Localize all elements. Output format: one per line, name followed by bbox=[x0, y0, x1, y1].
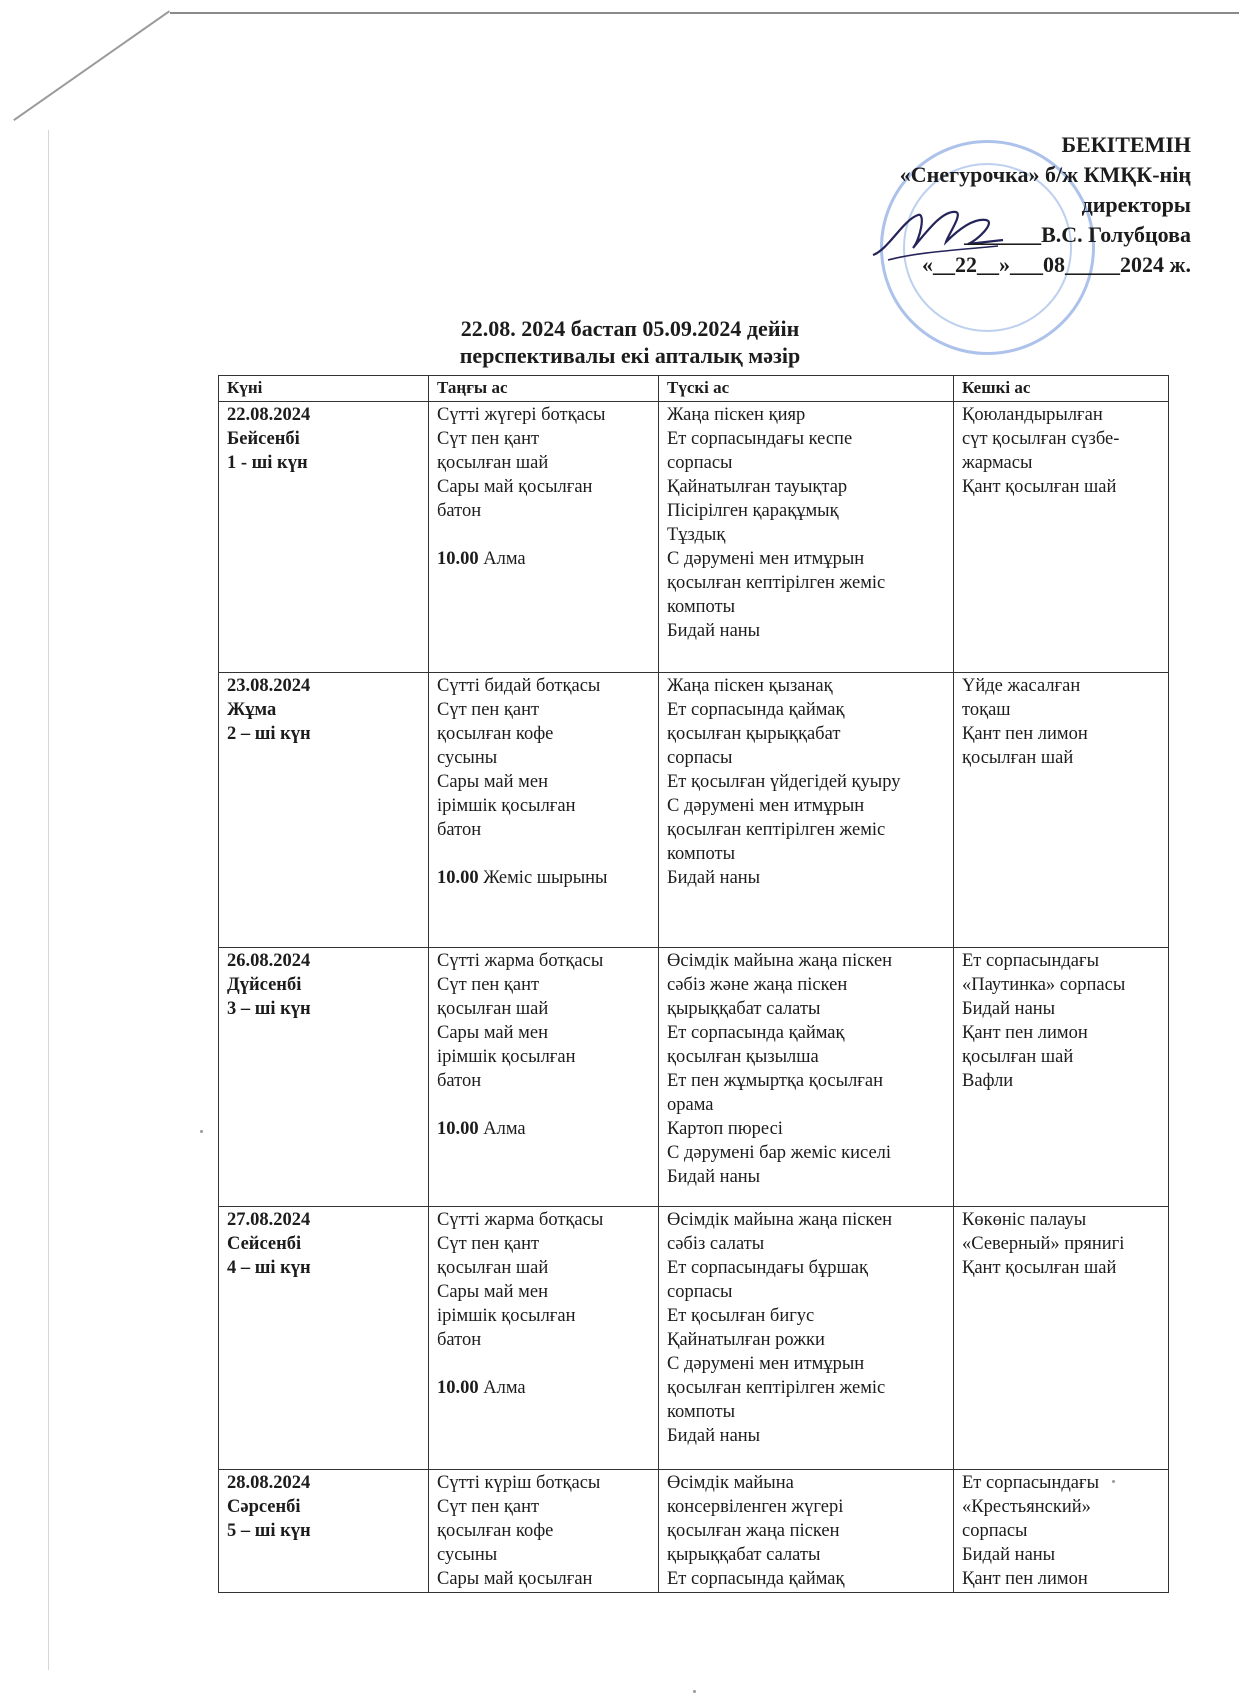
breakfast-item: Сүт пен қант bbox=[437, 1234, 540, 1254]
lunch-item: Пісірілген қарақұмық bbox=[667, 501, 839, 521]
breakfast-item: батон bbox=[437, 1071, 482, 1091]
lunch-item: қырыққабат салаты bbox=[667, 999, 821, 1019]
dinner-item: Қант пен лимон bbox=[962, 724, 1088, 744]
menu-row bbox=[219, 1470, 1169, 1593]
day-cell bbox=[219, 948, 429, 1207]
lunch-item: қосылған кептірілген жеміс bbox=[667, 573, 886, 593]
scan-edge bbox=[170, 12, 1239, 14]
lunch-item: Жаңа піскен қияр bbox=[667, 405, 806, 425]
breakfast-cell bbox=[429, 402, 659, 673]
breakfast-item: Сүтті күріш ботқасы bbox=[437, 1473, 601, 1493]
breakfast-item: ірімшік қосылған bbox=[437, 1047, 576, 1067]
lunch-item: Ет сорпасындағы кеспе bbox=[667, 429, 853, 449]
lunch-cell bbox=[659, 948, 954, 1207]
breakfast-item: Сары май мен bbox=[437, 772, 548, 792]
title-line-1: 22.08. 2024 бастап 05.09.2024 дейін bbox=[460, 316, 800, 341]
day-num: 4 – ші күн bbox=[227, 1258, 311, 1278]
document-title bbox=[300, 315, 960, 369]
lunch-item: сорпасы bbox=[667, 453, 733, 473]
day-num: 1 - ші күн bbox=[227, 453, 308, 473]
day-cell bbox=[219, 402, 429, 673]
breakfast-item: Сүтті жүгері ботқасы bbox=[437, 405, 606, 425]
snack-item: Жеміс шырыны bbox=[483, 868, 608, 888]
menu-header-row bbox=[219, 376, 1169, 402]
lunch-item: Қайнатылған рожки bbox=[667, 1330, 825, 1350]
breakfast-item: Сүтті жарма ботқасы bbox=[437, 951, 604, 971]
dinner-item: Бидай наны bbox=[962, 999, 1056, 1019]
lunch-item: компоты bbox=[667, 1402, 736, 1422]
breakfast-item: Сүт пен қант bbox=[437, 1497, 540, 1517]
lunch-item: Өсімдік майына bbox=[667, 1473, 794, 1493]
scan-left-edge bbox=[48, 130, 49, 1670]
dinner-item: «Крестьянский» bbox=[962, 1497, 1091, 1517]
menu-row bbox=[219, 948, 1169, 1207]
day-name: Жұма bbox=[227, 700, 277, 720]
scan-corner-fold bbox=[13, 10, 170, 121]
dinner-item: Үйде жасалған bbox=[962, 676, 1081, 696]
dinner-item: қосылған шай bbox=[962, 1047, 1074, 1067]
breakfast-item: ірімшік қосылған bbox=[437, 1306, 576, 1326]
breakfast-cell bbox=[429, 1207, 659, 1470]
dinner-cell bbox=[954, 673, 1169, 948]
menu-row bbox=[219, 402, 1169, 673]
lunch-item: компоты bbox=[667, 597, 736, 617]
lunch-item: компоты bbox=[667, 844, 736, 864]
day-date: 26.08.2024 bbox=[227, 951, 311, 971]
snack-item: Алма bbox=[483, 549, 526, 569]
lunch-item: Жаңа піскен қызанақ bbox=[667, 676, 833, 696]
lunch-cell bbox=[659, 673, 954, 948]
header-day: Күні bbox=[219, 376, 429, 402]
breakfast-cell bbox=[429, 1470, 659, 1593]
menu-table bbox=[218, 375, 1169, 1593]
title-line-2: перспективалы екі апталық мәзір bbox=[459, 343, 801, 368]
day-num: 2 – ші күн bbox=[227, 724, 311, 744]
day-date: 23.08.2024 bbox=[227, 676, 311, 696]
lunch-item: Ет пен жұмыртқа қосылған bbox=[667, 1071, 884, 1091]
lunch-cell bbox=[659, 402, 954, 673]
day-name: Дүйсенбі bbox=[227, 975, 302, 995]
scan-speck bbox=[1112, 1480, 1115, 1483]
breakfast-item: Сары май мен bbox=[437, 1023, 548, 1043]
lunch-item: консервіленген жүгері bbox=[667, 1497, 844, 1517]
snack-line bbox=[437, 1376, 654, 1400]
snack-item: Алма bbox=[483, 1378, 526, 1398]
lunch-item: С дәрумені мен итмұрын bbox=[667, 796, 865, 816]
lunch-item: қосылған қырыққабат bbox=[667, 724, 841, 744]
dinner-item: жармасы bbox=[962, 453, 1033, 473]
dinner-item: сорпасы bbox=[962, 1521, 1028, 1541]
lunch-cell bbox=[659, 1207, 954, 1470]
header-dinner: Кешкі ас bbox=[954, 376, 1169, 402]
day-name: Сейсенбі bbox=[227, 1234, 302, 1254]
breakfast-item: Сүт пен қант bbox=[437, 975, 540, 995]
dinner-cell bbox=[954, 1207, 1169, 1470]
breakfast-item: қосылған шай bbox=[437, 999, 549, 1019]
day-cell bbox=[219, 1207, 429, 1470]
lunch-item: сорпасы bbox=[667, 1282, 733, 1302]
dinner-item: Қант пен лимон bbox=[962, 1569, 1088, 1589]
dinner-item: Қант қосылған шай bbox=[962, 477, 1117, 497]
lunch-item: Ет сорпасында қаймақ bbox=[667, 1023, 845, 1043]
snack-time: 10.00 bbox=[437, 868, 479, 888]
approval-block bbox=[771, 130, 1191, 280]
lunch-item: Бидай наны bbox=[667, 868, 761, 888]
menu-row bbox=[219, 673, 1169, 948]
scan-speck bbox=[693, 1690, 696, 1693]
lunch-item: қосылған кептірілген жеміс bbox=[667, 1378, 886, 1398]
day-name: Сәрсенбі bbox=[227, 1497, 301, 1517]
dinner-item: тоқаш bbox=[962, 700, 1011, 720]
dinner-item: «Северный» прянигі bbox=[962, 1234, 1125, 1254]
lunch-item: қосылған кептірілген жеміс bbox=[667, 820, 886, 840]
lunch-item: Ет сорпасындағы бұршақ bbox=[667, 1258, 868, 1278]
dinner-item: Қоюландырылған bbox=[962, 405, 1103, 425]
day-cell bbox=[219, 673, 429, 948]
breakfast-item: қосылған кофе bbox=[437, 724, 554, 744]
day-cell bbox=[219, 1470, 429, 1593]
dinner-item: қосылған шай bbox=[962, 748, 1074, 768]
day-date: 28.08.2024 bbox=[227, 1473, 311, 1493]
day-date: 27.08.2024 bbox=[227, 1210, 311, 1230]
lunch-item: сәбіз және жаңа піскен bbox=[667, 975, 848, 995]
lunch-item: Картоп пюресі bbox=[667, 1119, 783, 1139]
breakfast-item: сусыны bbox=[437, 1545, 498, 1565]
lunch-item: орама bbox=[667, 1095, 714, 1115]
lunch-item: Ет қосылған бигус bbox=[667, 1306, 815, 1326]
snack-time: 10.00 bbox=[437, 1119, 479, 1139]
breakfast-item: ірімшік қосылған bbox=[437, 796, 576, 816]
snack-item: Алма bbox=[483, 1119, 526, 1139]
lunch-item: қырыққабат салаты bbox=[667, 1545, 821, 1565]
breakfast-item: қосылған кофе bbox=[437, 1521, 554, 1541]
approval-organization: «Снегурочка» б/ж КМҚК-нің bbox=[899, 162, 1191, 187]
breakfast-item: батон bbox=[437, 820, 482, 840]
breakfast-item: сусыны bbox=[437, 748, 498, 768]
lunch-item: сәбіз салаты bbox=[667, 1234, 765, 1254]
dinner-cell bbox=[954, 948, 1169, 1207]
dinner-item: «Паутинка» сорпасы bbox=[962, 975, 1126, 995]
lunch-item: С дәрумені мен итмұрын bbox=[667, 549, 865, 569]
breakfast-cell bbox=[429, 673, 659, 948]
lunch-item: Қайнатылған тауықтар bbox=[667, 477, 848, 497]
lunch-item: Бидай наны bbox=[667, 621, 761, 641]
breakfast-item: Сары май мен bbox=[437, 1282, 548, 1302]
day-name: Бейсенбі bbox=[227, 429, 300, 449]
dinner-item: Қант пен лимон bbox=[962, 1023, 1088, 1043]
lunch-item: С дәрумені бар жеміс киселі bbox=[667, 1143, 892, 1163]
dinner-item: Ет сорпасындағы bbox=[962, 951, 1100, 971]
breakfast-item: Сүт пен қант bbox=[437, 429, 540, 449]
snack-line bbox=[437, 547, 654, 571]
lunch-item: Ет сорпасында қаймақ bbox=[667, 700, 845, 720]
lunch-item: қосылған жаңа піскен bbox=[667, 1521, 840, 1541]
breakfast-item: Сүт пен қант bbox=[437, 700, 540, 720]
lunch-item: Өсімдік майына жаңа піскен bbox=[667, 951, 893, 971]
breakfast-item: қосылған шай bbox=[437, 453, 549, 473]
breakfast-cell bbox=[429, 948, 659, 1207]
day-num: 3 – ші күн bbox=[227, 999, 311, 1019]
header-lunch: Түскі ас bbox=[659, 376, 954, 402]
menu-row bbox=[219, 1207, 1169, 1470]
snack-line bbox=[437, 1117, 654, 1141]
lunch-item: Ет сорпасында қаймақ bbox=[667, 1569, 845, 1589]
day-num: 5 – ші күн bbox=[227, 1521, 311, 1541]
lunch-item: Бидай наны bbox=[667, 1426, 761, 1446]
lunch-item: С дәрумені мен итмұрын bbox=[667, 1354, 865, 1374]
dinner-cell bbox=[954, 1470, 1169, 1593]
dinner-item: Бидай наны bbox=[962, 1545, 1056, 1565]
breakfast-item: батон bbox=[437, 501, 482, 521]
lunch-item: Бидай наны bbox=[667, 1167, 761, 1187]
snack-time: 10.00 bbox=[437, 549, 479, 569]
snack-time: 10.00 bbox=[437, 1378, 479, 1398]
breakfast-item: Сары май қосылған bbox=[437, 477, 593, 497]
lunch-item: Ет қосылған үйдегідей қуыру bbox=[667, 772, 901, 792]
lunch-item: қосылған қызылша bbox=[667, 1047, 819, 1067]
lunch-item: Өсімдік майына жаңа піскен bbox=[667, 1210, 893, 1230]
snack-line bbox=[437, 866, 654, 890]
dinner-item: Ет сорпасындағы bbox=[962, 1473, 1100, 1493]
dinner-item: Қант қосылған шай bbox=[962, 1258, 1117, 1278]
scan-speck bbox=[200, 1130, 203, 1133]
breakfast-item: Сүтті бидай ботқасы bbox=[437, 676, 601, 696]
approval-director-name: _______В.С. Голубцова bbox=[964, 222, 1191, 247]
approval-date: «__22__»___08_____2024 ж. bbox=[922, 252, 1191, 277]
approval-position: директоры bbox=[1081, 192, 1191, 217]
dinner-cell bbox=[954, 402, 1169, 673]
breakfast-item: Сары май қосылған bbox=[437, 1569, 593, 1589]
dinner-item: Вафли bbox=[962, 1071, 1014, 1091]
breakfast-item: қосылған шай bbox=[437, 1258, 549, 1278]
approval-heading: БЕКІТЕМІН bbox=[1061, 132, 1191, 157]
dinner-item: сүт қосылған сүзбе- bbox=[962, 429, 1120, 449]
breakfast-item: Сүтті жарма ботқасы bbox=[437, 1210, 604, 1230]
dinner-item: Көкөніс палауы bbox=[962, 1210, 1087, 1230]
lunch-cell bbox=[659, 1470, 954, 1593]
lunch-item: сорпасы bbox=[667, 748, 733, 768]
day-date: 22.08.2024 bbox=[227, 405, 311, 425]
header-breakfast: Таңғы ас bbox=[429, 376, 659, 402]
breakfast-item: батон bbox=[437, 1330, 482, 1350]
lunch-item: Тұздық bbox=[667, 525, 726, 545]
